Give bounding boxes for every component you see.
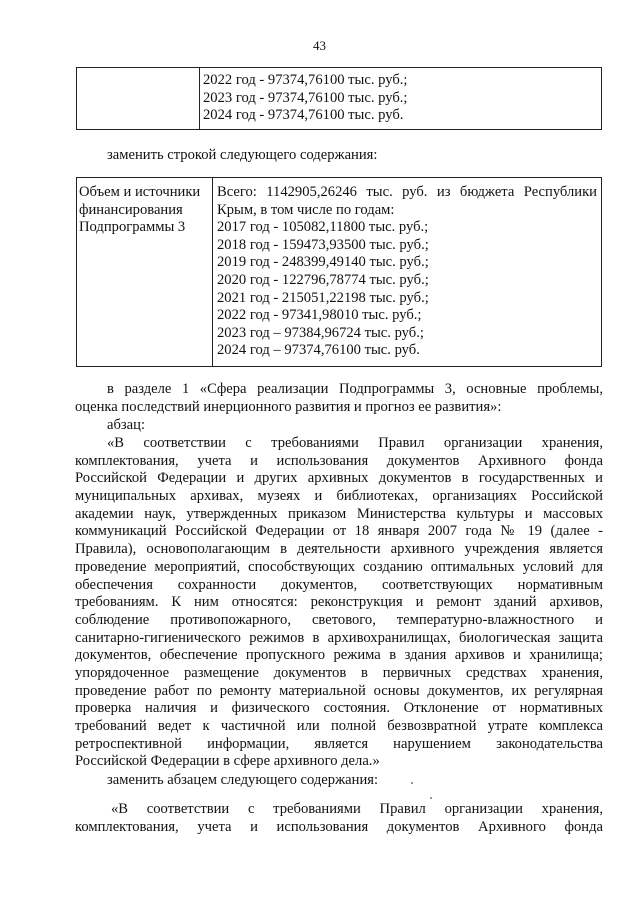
replace-paragraph-intro: заменить абзацем следующего содержания: <box>107 772 379 788</box>
text-line: «В соответствии с требованиями Правил организации хранения, <box>107 435 603 451</box>
label-line: финансирования <box>79 201 183 218</box>
text-line: коммуникаций Российской Федерации от 18 января 2007 года № 19 (далее - <box>75 523 603 540</box>
text-line: комплектования, учета и использования документов Архивного фонда <box>75 452 603 469</box>
table-row <box>77 68 602 130</box>
text-line: муниципальных архивах, музеях и библиотеках, организациях Российской <box>75 488 603 505</box>
year-line: 2022 год - 97341,98010 тыс. руб.; <box>217 307 422 324</box>
page-number: 43 <box>313 38 326 53</box>
old-financing-table <box>76 67 602 130</box>
text-line: Российской Федерации и других архивных документов в государственных и <box>75 470 603 487</box>
text-line: санитарно-гигиенического режимов в архивохранилищах, биологическая защита <box>75 629 603 646</box>
text-line: соблюдение противопожарного, светового, температурно-влажностного и <box>75 611 603 628</box>
new-financing-table <box>76 177 602 367</box>
table-cell-label <box>77 178 213 367</box>
year-line: 2024 год – 97374,76100 тыс. руб. <box>217 342 420 359</box>
text-line: требований ведет к частичной или полной безвозвратной утрате комплекса <box>75 718 603 734</box>
new-paragraph <box>75 801 603 836</box>
text-line: документов, обеспечение пропускного режима в здания архивов и хранилища; <box>75 647 603 664</box>
table-cell-values <box>200 68 602 130</box>
label-line: Объем и источники <box>79 184 201 200</box>
year-line: 2023 год – 97384,96724 тыс. руб.; <box>217 324 424 341</box>
text-line: в разделе 1 «Сфера реализации Подпрограммы 3, основные проблемы, <box>107 381 603 397</box>
year-line: 2021 год - 215051,22198 тыс. руб.; <box>217 289 429 306</box>
year-line: 2017 год - 105082,11800 тыс. руб.; <box>217 219 429 236</box>
total-line: Всего: 1142905,26246 тыс. руб. из бюджета Республики <box>217 184 597 200</box>
scan-speck <box>411 782 413 784</box>
text-line: академии наук, утвержденных приказом Министерства культуры и массовых <box>75 505 603 522</box>
text-line: Правила), основополагающим в деятельности архивного учреждения является <box>75 541 603 558</box>
year-line: 2020 год - 122796,78774 тыс. руб.; <box>217 271 429 288</box>
year-line: 2022 год - 97374,76100 тыс. руб.; <box>203 72 408 88</box>
scan-speck <box>430 797 432 799</box>
text-line: упорядоченное размещение документов в первичных средствах хранения, <box>75 664 603 681</box>
text-line: Российской Федерации в сфере архивного дела.» <box>75 753 380 770</box>
table-cell-values <box>213 178 602 367</box>
section-intro <box>75 381 603 416</box>
table-row <box>77 178 602 367</box>
year-line: 2019 год - 248399,49140 тыс. руб.; <box>217 254 429 271</box>
text-line: комплектования, учета и использования документов Архивного фонда <box>75 818 603 835</box>
total-line: Крым, в том числе по годам: <box>217 201 395 218</box>
text-line: «В соответствии с требованиями Правил организации хранения, <box>111 801 603 817</box>
label-line: Подпрограммы 3 <box>79 219 186 236</box>
text-line: проведение мероприятий, способствующих созданию оптимальных условий для <box>75 558 603 575</box>
text-line: обеспечения сохранности документов, соответствующих нормативным <box>75 576 603 593</box>
year-line: 2018 год - 159473,93500 тыс. руб.; <box>217 236 429 253</box>
text-line: проверка наличия и физического состояния. Отклонение от нормативных <box>75 700 603 717</box>
text-line: требованиям. К ним относятся: реконструкция и ремонт зданий архивов, <box>75 594 603 611</box>
abzac-label: абзац: <box>107 417 146 433</box>
year-line: 2024 год - 97374,76100 тыс. руб. <box>203 107 404 124</box>
text-line: проведение работ по ремонту материальной основы документов, их регулярная <box>75 682 603 699</box>
text-line: ретроспективной информации, является нарушением законодательства <box>75 735 603 752</box>
quoted-paragraph <box>75 435 603 771</box>
year-line: 2023 год - 97374,76100 тыс. руб.; <box>203 89 408 106</box>
text-line: оценка последствий инерционного развития и прогноз ее развития»: <box>75 398 502 415</box>
table-cell-label <box>77 68 200 130</box>
replace-row-intro: заменить строкой следующего содержания: <box>107 147 378 163</box>
